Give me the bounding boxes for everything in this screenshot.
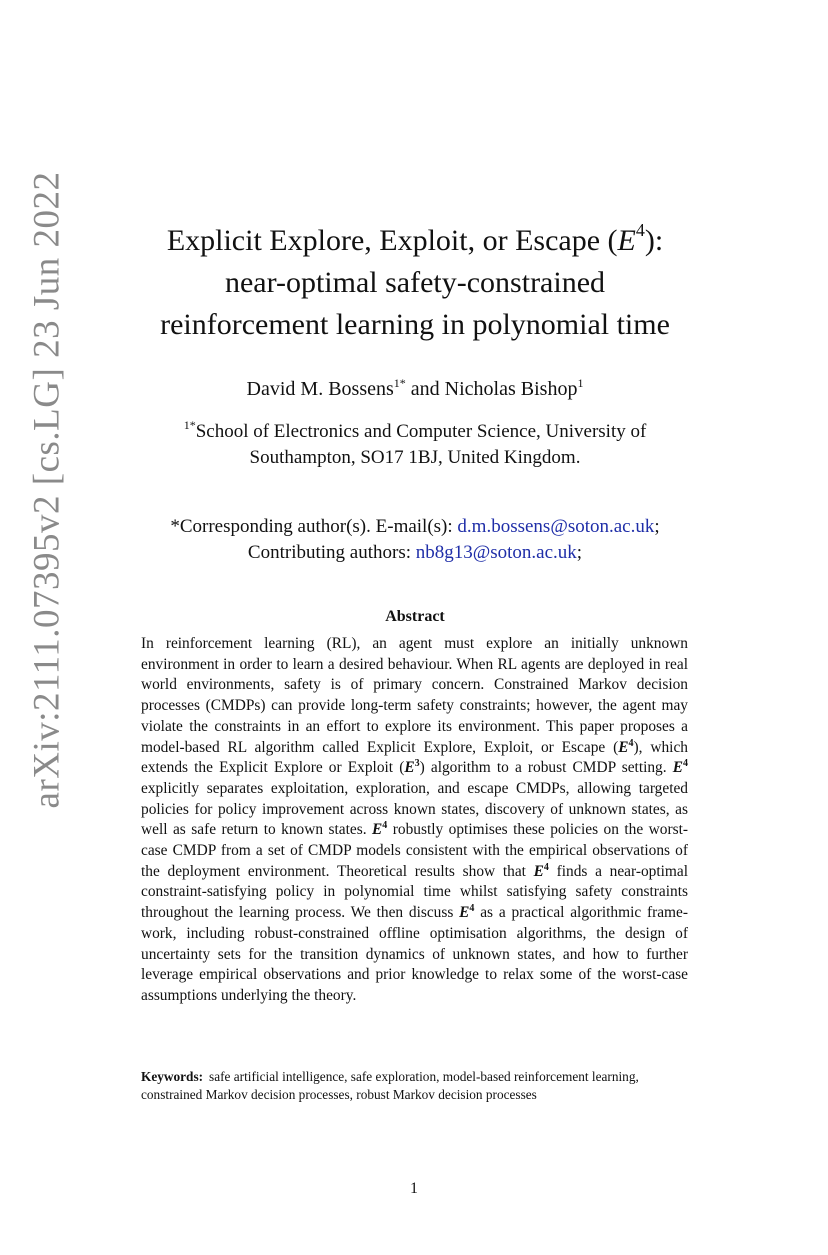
contributing-email-link[interactable]: nb8g13@soton.ac.uk xyxy=(415,542,577,563)
author-connector: and xyxy=(405,378,445,400)
e4-symbol: E xyxy=(672,759,684,777)
contributing-authors-line xyxy=(100,540,730,566)
arxiv-identifier: arXiv:2111.07395v2 [cs.LG] 23 Jun 2022 xyxy=(26,171,68,809)
author-name: Nicholas Bishop xyxy=(444,378,578,400)
affiliation-line-1 xyxy=(100,419,730,445)
corresponding-label: *Corresponding author(s). E-mail(s): xyxy=(170,516,458,537)
abstract-part: In reinforcement learning (RL), an agent must explore an initially unknown environment in order to learn a desired behaviour. When RL agents are deployed in real world environments, safety is of primary concern. Constrained Markov decision processes (CMDPs) can provide long-term safety constraints; however, the agent may violate the constraints in an effort to explore its environment. This paper proposes a model-based RL algorithm called Explicit Explore, Exploit, or Escape ( xyxy=(141,635,688,756)
affiliation-mark: 1* xyxy=(183,418,196,432)
affiliation-text-1: School of Electronics and Computer Science, University of xyxy=(195,421,647,442)
abstract-text xyxy=(141,634,688,1007)
title-line-1 xyxy=(100,220,730,262)
keywords-section xyxy=(141,1068,688,1103)
e4-symbol: E xyxy=(372,821,383,839)
e4-symbol: E xyxy=(533,862,544,880)
e4-symbol: E xyxy=(459,904,470,922)
symbol-sup: 4 xyxy=(382,820,388,832)
contributing-label: Contributing authors: xyxy=(247,542,416,563)
title-symbol: E xyxy=(617,224,636,257)
symbol-sup: 4 xyxy=(628,737,634,749)
separator: ; xyxy=(576,542,583,563)
affiliation-line-2: Southampton, SO17 1BJ, United Kingdom. xyxy=(249,447,581,468)
symbol-sup: 3 xyxy=(414,758,420,770)
abstract-part: as a practical algorithmic framework, including robust-constrained offline optimisation algorithms, the design of uncertainty sets for the transition dynamics of unknown states, and how to further leverage empirical observations and prior knowledge to relax some of the worst-case assumptions underlying the theory. xyxy=(141,904,688,1004)
title-prefix: Explicit Explore, Exploit, or Escape ( xyxy=(166,224,618,257)
abstract-part: ), which extends the Explicit Explore or Exploit ( xyxy=(141,738,688,777)
affiliation xyxy=(100,419,730,471)
separator: ; xyxy=(654,516,660,537)
page-number: 1 xyxy=(410,1180,418,1197)
title-line-3: reinforcement learning in polynomial time xyxy=(160,308,670,341)
e4-symbol: E xyxy=(618,738,629,756)
symbol-sup: 4 xyxy=(543,861,549,873)
abstract-part: ) algorithm to a robust CMDP setting. xyxy=(419,759,673,777)
symbol-sup: 4 xyxy=(469,903,475,915)
contact-info xyxy=(100,514,730,566)
abstract-heading: Abstract xyxy=(385,608,445,625)
e3-symbol: E xyxy=(404,759,415,777)
abstract-part: finds a near-optimal constraint-satisfying policy in polynomial time whilst satisfying safety constraints throughout the learning process. We then discuss xyxy=(141,862,688,922)
title-suffix: ): xyxy=(644,224,664,257)
keywords-label: Keywords: xyxy=(141,1069,204,1084)
title-symbol-sup: 4 xyxy=(635,220,645,240)
arxiv-sidebar xyxy=(22,160,72,820)
corresponding-author-line xyxy=(100,514,730,540)
abstract-part: explicitly separates exploitation, exploration, and escape CMDPs, allowing targeted policies for policy improvement across known states, discovery of unknown states, as well as safe return to known states. xyxy=(141,779,688,839)
symbol-sup: 4 xyxy=(683,758,689,770)
abstract-part: robustly optimises these policies on the worst-case CMDP from a set of CMDP models consistent with the empirical observations of the deployment environment. Theoretical results show that xyxy=(141,821,688,880)
corresponding-email-link[interactable]: d.m.bossens@soton.ac.uk xyxy=(457,516,655,537)
author-affil-mark: 1 xyxy=(577,376,584,390)
title-line-2: near-optimal safety-constrained xyxy=(224,266,606,299)
keywords-text: safe artificial intelligence, safe exploration, model-based reinforcement learning, constrained Markov decision processes, robust Markov decision processes xyxy=(141,1069,639,1102)
paper-title xyxy=(100,220,730,346)
author-affil-mark: 1* xyxy=(393,376,406,390)
author-name: David M. Bossens xyxy=(246,378,394,400)
author-list xyxy=(100,378,730,401)
